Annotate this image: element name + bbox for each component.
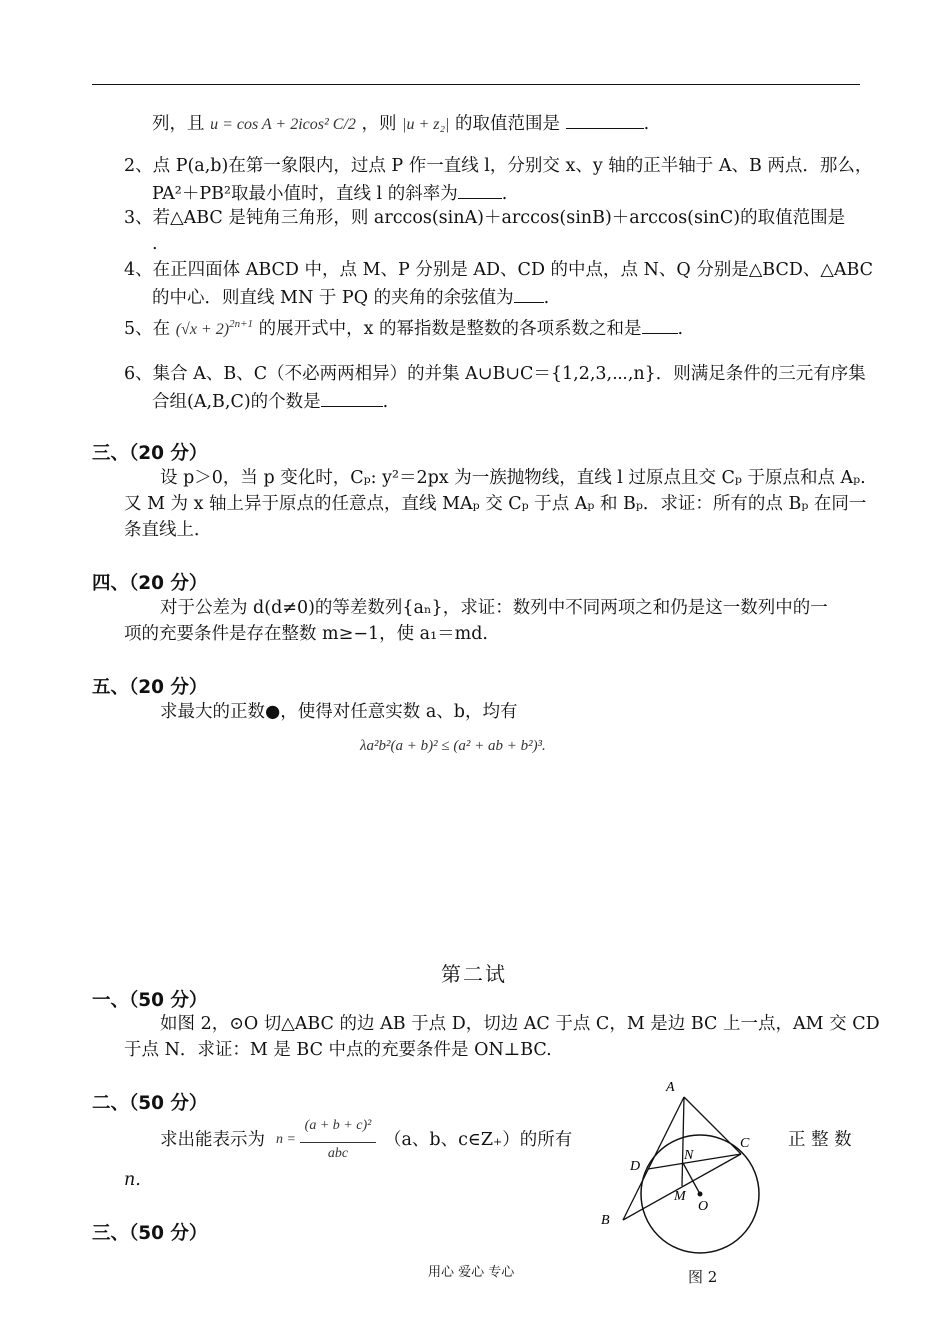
figure-2-diagram xyxy=(590,1070,790,1270)
q1-cont-pre: 列，且 xyxy=(152,114,205,134)
label-c: C xyxy=(740,1136,750,1151)
answer-blank xyxy=(458,180,502,199)
part2-s2-line2: n. xyxy=(124,1170,141,1190)
q5-pre: 5、在 xyxy=(124,318,171,339)
q2-line2 xyxy=(152,180,507,206)
q4-end: . xyxy=(543,288,550,308)
section5-line1: 求最大的正数●，使得对任意实数 a、b，均有 xyxy=(160,702,518,722)
q5-line xyxy=(124,312,683,342)
fraction-denominator: abc xyxy=(327,1146,349,1161)
label-a: A xyxy=(666,1080,675,1095)
q5-exponent: 2n+1 xyxy=(229,318,253,330)
q4-text: 的中心．则直线 MN 于 PQ 的夹角的余弦值为 xyxy=(152,288,514,308)
part2-s2-tail: 正 整 数 xyxy=(788,1130,852,1150)
section5-inequality: λa²b²(a + b)² ≤ (a² + ab + b²)³. xyxy=(360,738,546,754)
q3-line1: 3、若△ABC 是钝角三角形，则 arccos(sinA)＋arccos(sinB)＋arccos(sinC)的取值范围是 xyxy=(124,208,846,228)
label-m: M xyxy=(674,1189,686,1204)
section3-line1: 设 p＞0，当 p 变化时，Cₚ: y²＝2px 为一族抛物线，直线 l 过原点且交 Cₚ 于原点和点 Aₚ. xyxy=(160,468,866,488)
section4-heading: 四、（20 分） xyxy=(92,573,208,594)
label-o: O xyxy=(698,1199,709,1214)
q3-line2: . xyxy=(152,234,158,254)
q1-formula-u: u = cos A + 2icos² C/2 xyxy=(210,116,356,133)
top-rule xyxy=(92,84,860,85)
figure-caption: 图 2 xyxy=(688,1268,718,1286)
segment-am xyxy=(682,1097,684,1186)
part2-s2-heading: 二、（50 分） xyxy=(92,1093,208,1114)
center-point-o xyxy=(698,1192,703,1197)
q1-cont-mid: ，则 xyxy=(361,114,397,134)
q6-line1: 6、集合 A、B、C（不必两两相异）的并集 A∪B∪C＝{1,2,3,⋯,n}．则满足条件的三元有序集 xyxy=(124,364,866,384)
q2-end: . xyxy=(501,184,508,204)
q2-line1: 2、点 P(a,b)在第一象限内，过点 P 作一直线 l，分别交 x、y 轴的正半轴于 A、B 两点．那么， xyxy=(124,156,873,176)
label-n: N xyxy=(684,1148,694,1163)
q4-line1: 4、在正四面体 ABCD 中，点 M、P 分别是 AD、CD 的中点，点 N、Q 分别是△BCD、△ABC xyxy=(124,260,874,280)
part2-s2-pre: 求出能表示为 xyxy=(160,1130,265,1150)
fraction-numerator: (a + b + c)² xyxy=(304,1118,372,1133)
answer-blank xyxy=(321,388,383,407)
section3-heading: 三、（20 分） xyxy=(92,443,208,464)
part2-s3-heading: 三、（50 分） xyxy=(92,1223,208,1244)
page-footer: 用心 爱心 专心 xyxy=(428,1265,515,1280)
q1-end: . xyxy=(643,114,650,134)
q5-post: 的展开式中，x 的幂指数是整数的各项系数之和是 xyxy=(258,318,642,339)
part2-s2-cond: （a、b、c∈Z₊）的所有 xyxy=(384,1130,573,1150)
section3-line2: 又 M 为 x 轴上异于原点的任意点，直线 MAₚ 交 Cₚ 于点 Aₚ 和 Bₚ．求证：所有的点 Bₚ 在同一 xyxy=(124,494,867,514)
q4-line2 xyxy=(152,284,549,310)
part2-title: 第二试 xyxy=(441,962,507,986)
q6-line2 xyxy=(152,388,388,414)
segment-ac xyxy=(684,1097,741,1154)
part2-s1-heading: 一、（50 分） xyxy=(92,990,208,1011)
label-b: B xyxy=(601,1213,610,1228)
answer-blank xyxy=(514,284,544,303)
answer-blank xyxy=(566,110,644,129)
q2-text: PA²＋PB²取最小值时，直线 l 的斜率为 xyxy=(152,184,458,204)
part2-s1-line2: 于点 N．求证：M 是 BC 中点的充要条件是 ON⊥BC. xyxy=(124,1040,552,1060)
q5-end: . xyxy=(677,318,684,339)
q1-cont-post: 的取值范围是 xyxy=(455,114,561,134)
answer-blank xyxy=(642,315,678,334)
q5-formula: (√x + 2) xyxy=(175,320,230,338)
section4-line2: 项的充要条件是存在整数 m≥−1，使 a₁＝md. xyxy=(124,624,488,644)
q6-text: 合组(A,B,C)的个数是 xyxy=(152,392,321,412)
section3-line3: 条直线上． xyxy=(124,520,212,540)
q1-formula-abs: |u + z₂| xyxy=(402,116,450,133)
part2-s1-line1: 如图 2，⊙O 切△ABC 的边 AB 于点 D，切边 AC 于点 C，M 是边 BC 上一点，AM 交 CD xyxy=(160,1014,880,1034)
fraction-bar xyxy=(300,1142,376,1143)
section4-line1: 对于公差为 d(d≠0)的等差数列{aₙ}，求证：数列中不同两项之和仍是这一数列中的一 xyxy=(160,598,828,618)
q1-continuation xyxy=(152,110,649,137)
part2-s2-n-eq: n = xyxy=(276,1132,296,1147)
label-d: D xyxy=(630,1159,641,1174)
section5-heading: 五、（20 分） xyxy=(92,677,208,698)
q6-end: . xyxy=(382,392,389,412)
